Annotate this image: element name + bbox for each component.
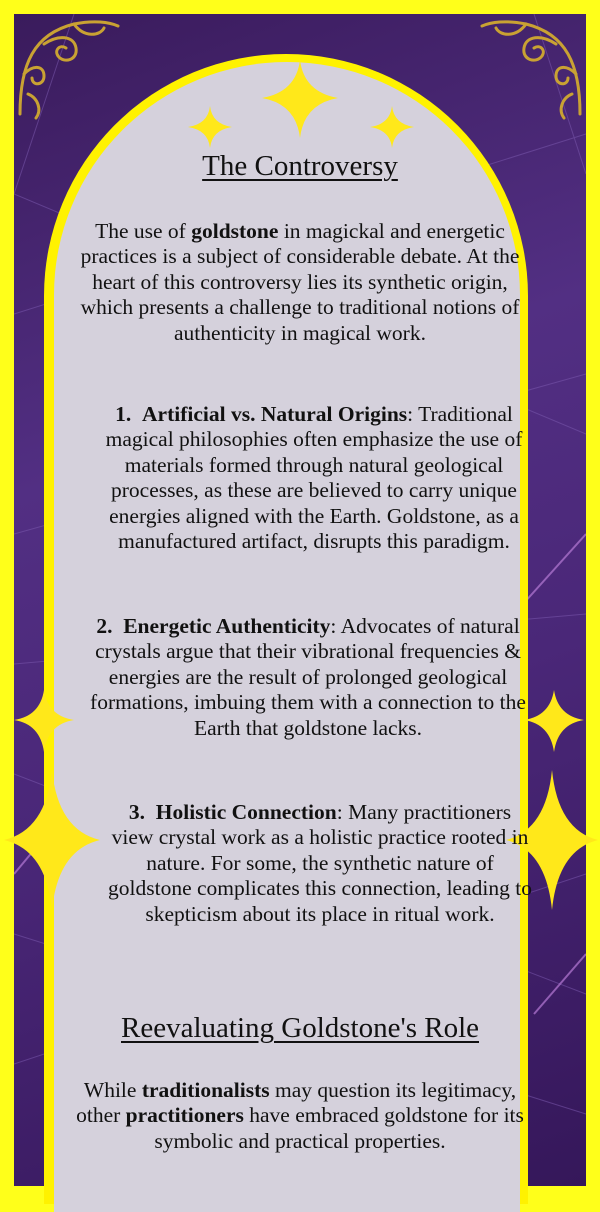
item-number: 2. [96, 614, 113, 638]
closing-text: may question its legitimacy, other [76, 1078, 517, 1128]
intro-bold: goldstone [191, 219, 279, 243]
intro-text: The use of [95, 219, 192, 243]
closing-text: have embraced goldstone for its symbolic and practical properties. [154, 1103, 524, 1153]
list-item-2 [82, 614, 534, 741]
item-text: : Advocates of natural crystals argue that their vibrational frequencies & energies are the result of prolonged geological formations, imbuing them with a connection to the Earth that goldstone lacks. [90, 614, 526, 740]
intro-paragraph [64, 219, 536, 346]
item-title: Artificial vs. Natural Origins [142, 402, 408, 426]
item-text: : Many practitioners view crystal work as a holistic practice rooted in nature. For some, the synthetic nature of goldstone complicates this connection, leading to skepticism about its place in ritual work. [108, 800, 532, 926]
item-text: : Traditional magical philosophies often emphasize the use of materials formed through natural geological processes, as these are believed to carry unique energies aligned with the Earth. Goldstone, as a manufactured artifact, disrupts this paradigm. [105, 402, 523, 554]
closing-bold-practitioners: practitioners [125, 1103, 244, 1128]
item-number: 1. [115, 402, 132, 426]
item-number: 3. [128, 800, 146, 824]
intro-text-rest: in magickal and energetic practices is a subject of considerable debate. At the heart of this controversy lies its synthetic origin, which presents a challenge to traditional notions of authenticity in magical work. [80, 219, 520, 345]
closing-bold-traditionalists: traditionalists [141, 1078, 270, 1102]
item-title: Energetic Authenticity [123, 614, 331, 638]
closing-paragraph [74, 1078, 526, 1154]
list-item-1 [104, 402, 524, 554]
list-item-3 [108, 800, 532, 927]
closing-text: While [83, 1078, 142, 1102]
section-title-reevaluating: Reevaluating Goldstone's Role [121, 1012, 479, 1044]
section-title-controversy: The Controversy [202, 150, 398, 182]
item-title: Holistic Connection [155, 800, 337, 824]
